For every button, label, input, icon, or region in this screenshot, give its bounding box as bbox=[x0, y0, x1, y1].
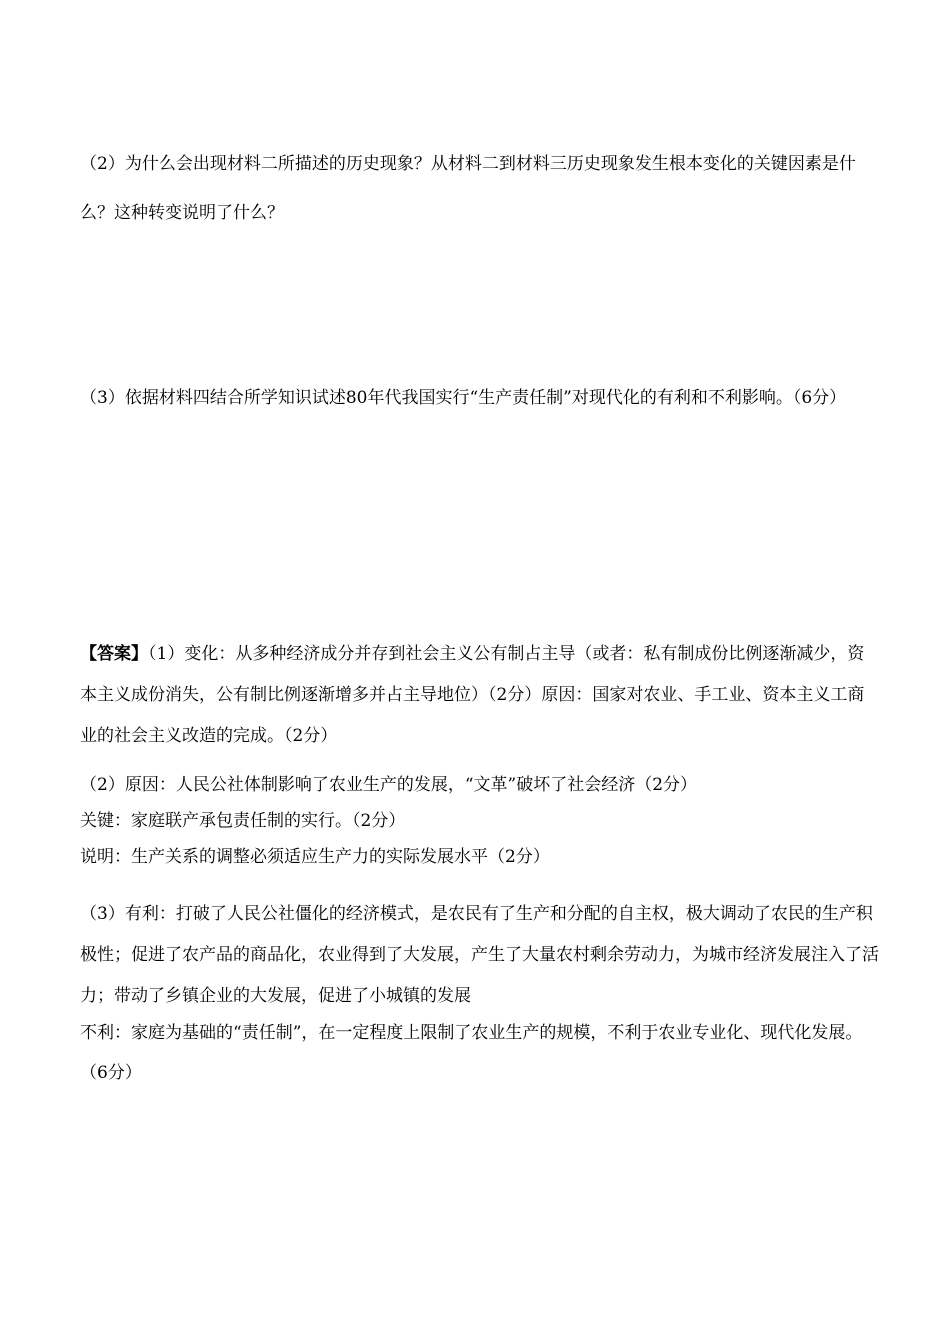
answer-part-3-unfavorable bbox=[80, 1013, 880, 1093]
answer-part-3-favorable bbox=[80, 894, 880, 1017]
answer-part-1-body: （1）变化：从多种经济成分并存到社会主义公有制占主导（或者：私有制成份比例逐渐减少，资本主义成份消失，公有制比例逐渐增多并占主导地位）（2分）原因：国家对农业、手工业、资本主义工商业的社会主义改造的完成。（2分） bbox=[80, 644, 865, 746]
answer-part-1-text bbox=[80, 634, 880, 757]
question-3-text: （3）依据材料四结合所学知识试述80年代我国实行“生产责任制”对现代化的有利和不利影响。（6分） bbox=[80, 388, 847, 408]
question-2 bbox=[80, 140, 880, 238]
answer-part-2-reason: （2）原因：人民公社体制影响了农业生产的发展，“文革”破坏了社会经济（2分） bbox=[80, 775, 698, 795]
answer-part-2-key: 关键：家庭联产承包责任制的实行。（2分） bbox=[80, 811, 406, 831]
answer-part-3-favorable-text: （3）有利：打破了人民公社僵化的经济模式，是农民有了生产和分配的自主权，极大调动了农民的生产积极性；促进了农产品的商品化，农业得到了大发展，产生了大量农村剩余劳动力，为城市经济发展注入了活力；带动了乡镇企业的大发展，促进了小城镇的发展 bbox=[80, 904, 879, 1006]
answer-label: 【答案】 bbox=[80, 644, 148, 664]
question-3 bbox=[80, 372, 880, 424]
question-2-text: （2）为什么会出现材料二所描述的历史现象？从材料二到材料三历史现象发生根本变化的关键因素是什么？这种转变说明了什么？ bbox=[80, 154, 856, 223]
answer-part-2 bbox=[80, 767, 880, 875]
answer-part-1 bbox=[80, 634, 880, 757]
answer-part-2-explain: 说明：生产关系的调整必须适应生产力的实际发展水平（2分） bbox=[80, 847, 550, 867]
answer-part-3-unfavorable-text: 不利：家庭为基础的“责任制”，在一定程度上限制了农业生产的规模，不利于农业专业化、现代化发展。（6分） bbox=[80, 1023, 863, 1083]
